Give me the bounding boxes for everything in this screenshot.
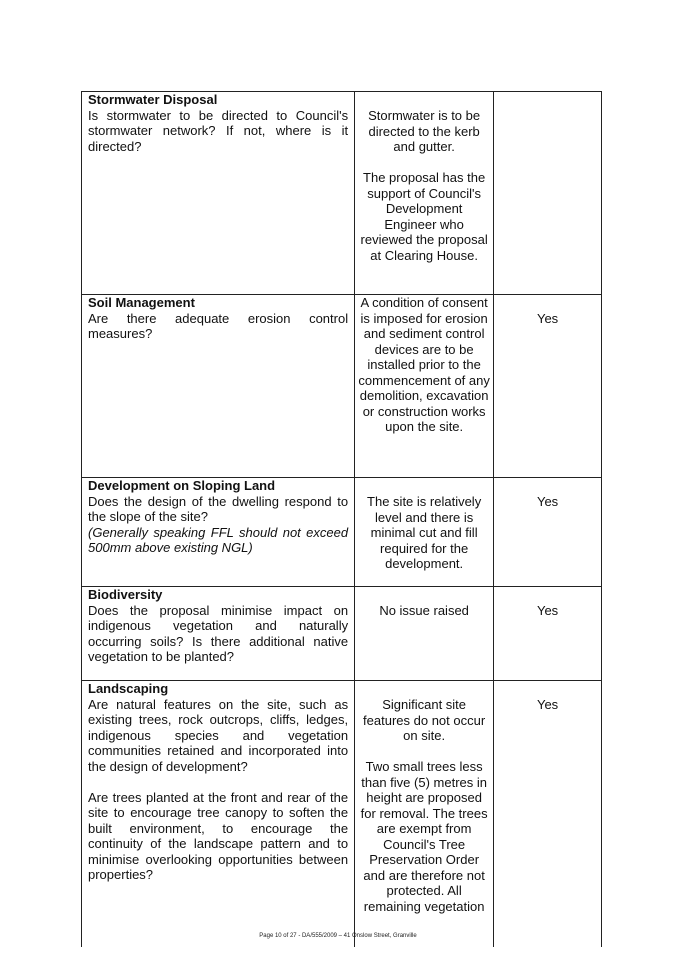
- table-row: [82, 295, 602, 478]
- section-title: Soil Management: [88, 295, 195, 310]
- section-note: (Generally speaking FFL should not exceed 500mm above existing NGL): [88, 524, 349, 555]
- compliance-cell: Yes: [494, 478, 602, 587]
- section-question: Are trees planted at the front and rear of the site to encourage tree canopy to soften the built environment, to encourage the continuity of the landscape pattern and to minimise overlooking opportunities between properties?: [88, 789, 349, 882]
- compliance-cell: Yes: [494, 295, 602, 478]
- section-title: Landscaping: [88, 681, 169, 696]
- section-question: Does the proposal minimise impact on indigenous vegetation and naturally occurring soils? Is there additional native vegetation to be planted?: [88, 602, 349, 664]
- response-text: Stormwater is to be directed to the kerb and gutter.: [368, 108, 481, 154]
- response-text: A condition of consent is imposed for erosion and sediment control devices are to be installed prior to the commencement of any demolition, excavation or construction works upon the site.: [358, 295, 490, 434]
- criteria-cell: [82, 681, 355, 948]
- response-text: Two small trees less than five (5) metres in height are proposed for removal. The trees are exempt from Council's Tree Preservation Order and are therefore not protected. All remaining vegetation: [360, 759, 488, 914]
- response-text: The site is relatively level and there is minimal cut and fill required for the development.: [367, 494, 482, 571]
- section-title: Biodiversity: [88, 587, 163, 602]
- table-row: [82, 478, 602, 587]
- criteria-cell: [82, 587, 355, 681]
- criteria-cell: [82, 92, 355, 295]
- response-text: Significant site features do not occur on site.: [363, 697, 486, 743]
- criteria-cell: [82, 478, 355, 587]
- table-row: [82, 92, 602, 295]
- response-cell: [355, 92, 494, 295]
- compliance-cell: Yes: [494, 681, 602, 948]
- section-question: Does the design of the dwelling respond to the slope of the site?: [88, 493, 349, 524]
- compliance-cell: Yes: [494, 587, 602, 681]
- section-question: Is stormwater to be directed to Council's stormwater network? If not, where is it directed?: [88, 107, 349, 154]
- table-row: [82, 681, 602, 948]
- response-cell: [355, 681, 494, 948]
- section-question: Are there adequate erosion control measures?: [88, 310, 349, 341]
- response-cell: [355, 295, 494, 478]
- criteria-cell: [82, 295, 355, 478]
- table-row: [82, 587, 602, 681]
- section-title: Stormwater Disposal: [88, 92, 218, 107]
- response-text: The proposal has the support of Council's Development Engineer who reviewed the proposal at Clearing House.: [360, 170, 488, 263]
- response-text: No issue raised: [379, 603, 469, 618]
- compliance-table: [81, 91, 602, 947]
- response-cell: [355, 587, 494, 681]
- section-title: Development on Sloping Land: [88, 478, 276, 493]
- page-footer: Page 10 of 27 - DA/555/2009 – 41 Onslow Street, Granville: [259, 933, 417, 939]
- response-cell: [355, 478, 494, 587]
- section-question: Are natural features on the site, such as existing trees, rock outcrops, cliffs, ledges, indigenous species and vegetation communities retained and incorporated into the design of development?: [88, 696, 349, 774]
- compliance-cell: [494, 92, 602, 295]
